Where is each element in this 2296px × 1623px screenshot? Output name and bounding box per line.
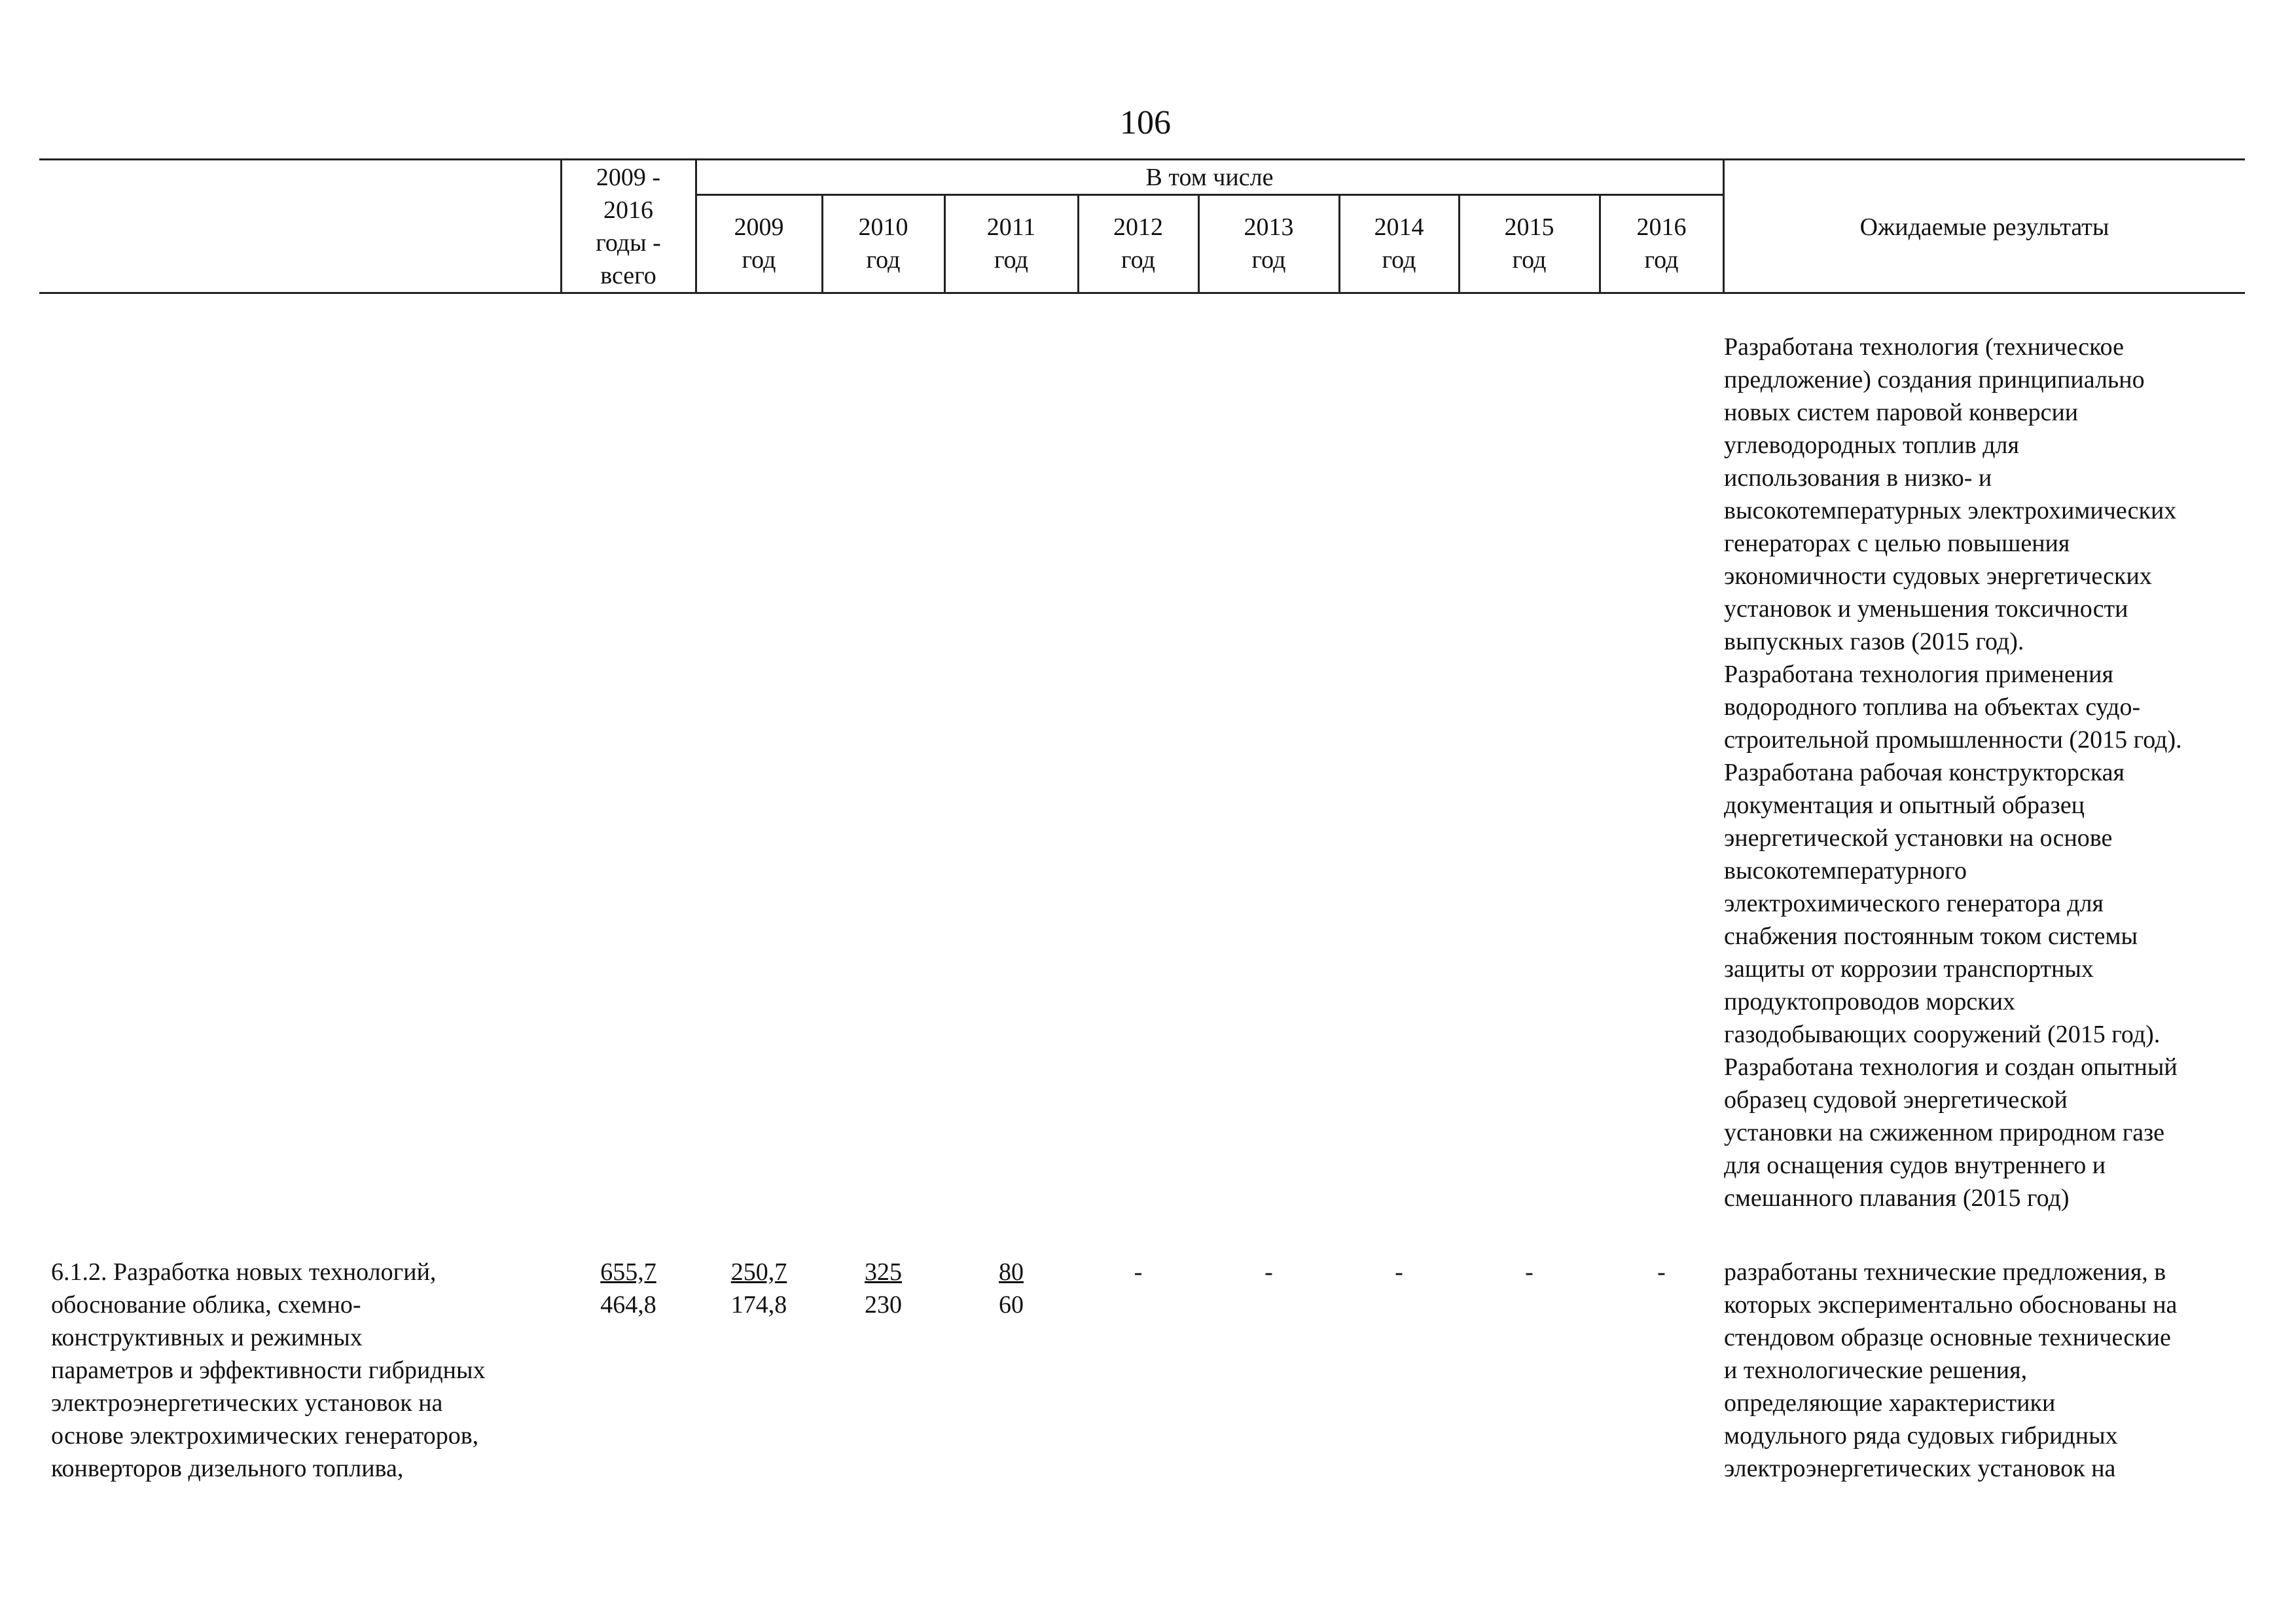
row-expected-results: разработаны технические предложения, в которых экспериментально обоснованы на стендовом образце основные технические и технологические решения, определяющие характеристики модульного ряда судовых гибридных электроэнергетических установок на [1724, 1258, 2178, 1482]
row-2011-values [945, 1256, 1077, 1321]
y2011-top-value: 80 [999, 1258, 1024, 1286]
total-top-value: 655,7 [600, 1258, 656, 1286]
y2009-bottom-value: 174,8 [730, 1291, 787, 1319]
row-2015-value: - [1525, 1258, 1534, 1286]
row-2010-values [823, 1256, 944, 1321]
year-label: 2013 [1244, 213, 1294, 241]
row-2014-value: - [1395, 1258, 1403, 1286]
year-label: 2011 [986, 213, 1036, 241]
header-year-2012 [1079, 211, 1198, 276]
header-year-2009 [696, 211, 821, 276]
year-unit: год [1644, 246, 1679, 274]
year-label: 2016 [1636, 213, 1687, 241]
header-year-2013 [1199, 211, 1338, 276]
row-2012-value: - [1134, 1258, 1143, 1286]
year-unit: год [1251, 246, 1286, 274]
year-label: 2010 [858, 213, 908, 241]
year-label: 2012 [1113, 213, 1163, 241]
header-year-2010 [823, 211, 944, 276]
header-bottom-rule [39, 292, 2245, 294]
year-label: 2015 [1504, 213, 1554, 241]
row-2016-value: - [1657, 1258, 1666, 1286]
year-unit: год [994, 246, 1028, 274]
header-group-label: В том числе [1145, 164, 1274, 191]
group-divider-rule [695, 194, 1724, 196]
header-year-2015 [1460, 211, 1599, 276]
header-total-years: 2009 - 2016 годы - всего [596, 164, 661, 289]
year-unit: год [1382, 246, 1416, 274]
y2010-top-value: 325 [865, 1258, 902, 1286]
header-year-2016 [1600, 211, 1723, 276]
year-label: 2009 [734, 213, 784, 241]
header-year-2014 [1340, 211, 1458, 276]
y2009-top-value: 250,7 [730, 1258, 787, 1286]
row-2009-values [696, 1256, 821, 1321]
y2011-bottom-value: 60 [999, 1291, 1024, 1319]
header-top-rule [39, 158, 2245, 160]
y2010-bottom-value: 230 [865, 1291, 902, 1319]
row-2013-value: - [1265, 1258, 1273, 1286]
year-unit: год [1512, 246, 1547, 274]
header-expected-results: Ожидаемые результаты [1859, 213, 2109, 241]
row-description: 6.1.2. Разработка новых технологий, обоснование облика, схемно- конструктивных и режимных параметров и эффективности гибридных электроэнергетических установок на основе электрохимических генераторов, конверторов дизельного топлива, [51, 1258, 486, 1482]
year-unit: год [1121, 246, 1155, 274]
total-bottom-value: 464,8 [600, 1291, 656, 1319]
year-unit: год [742, 246, 776, 274]
page-number: 106 [1120, 104, 1171, 141]
header-year-2011 [945, 211, 1077, 276]
row-total-values [562, 1256, 695, 1321]
year-unit: год [866, 246, 901, 274]
continued-results-text: Разработана технология (техническое предложение) создания принципиально новых систем паровой конверсии углеводородных топлив для использования в низко- и высокотемпературных электрохимических генераторах с целью повышения экономичности судовых энергетических установок и уменьшения токсичности выпускных газов (2015 год). Разработана технология применения водородного топлива на объектах судо- строительной промышленности (2015 год). Разработана рабочая конструкторская документация и опытный образец энергетической установки на основе высокотемпературного электрохимического генератора для снабжения постоянным током системы защиты от коррозии транспортных продуктопроводов морских газодобывающих сооружений (2015 год). Разработана технология и создан опытный образец судовой энергетической установки на сжиженном природном газе для оснащения судов внутреннего и смешанного плавания (2015 год) [1724, 333, 2182, 1212]
year-label: 2014 [1374, 213, 1424, 241]
